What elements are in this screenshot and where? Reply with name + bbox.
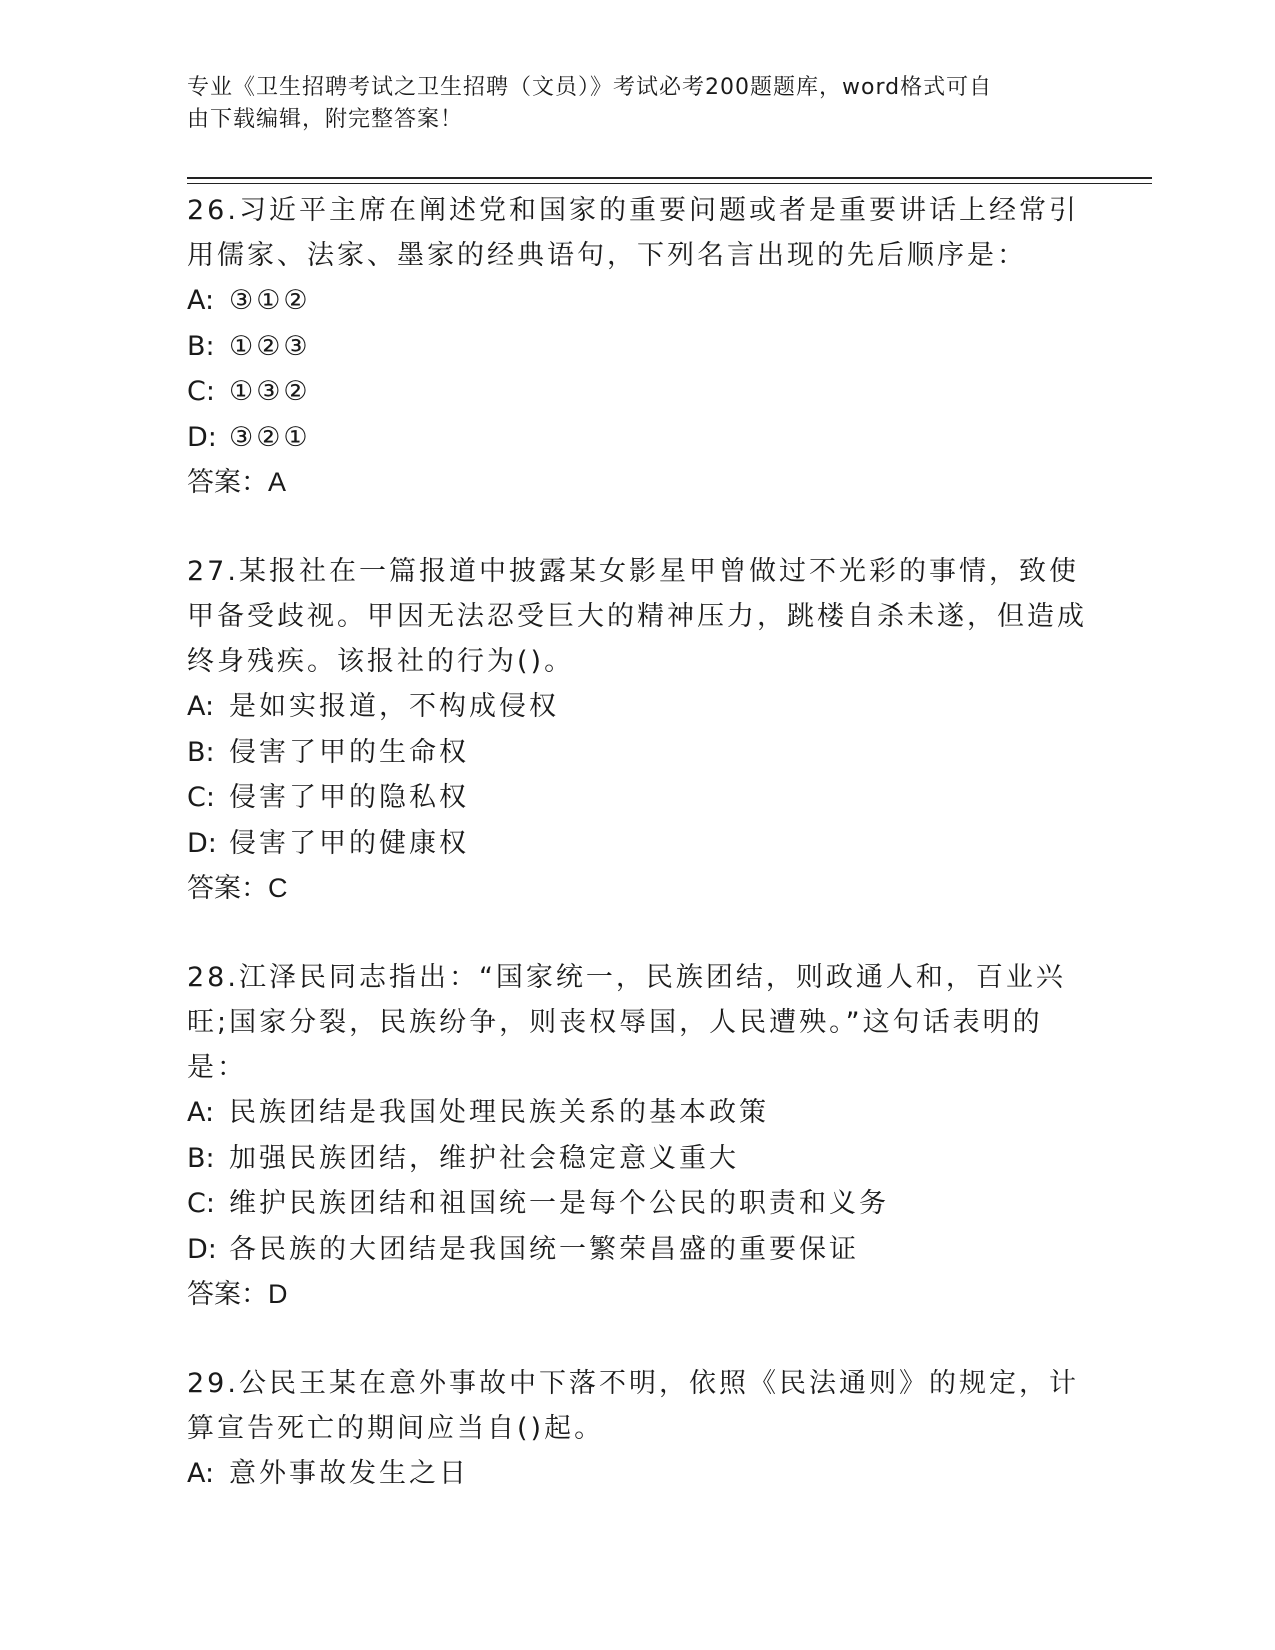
question-stem: 27.某报社在一篇报道中披露某女影星甲曾做过不光彩的事情，致使甲备受歧视。甲因无法忍受巨大的精神压力，跳楼自杀未遂，但造成终身残疾。该报社的行为()。 bbox=[187, 556, 1087, 677]
option-text: 各民族的大团结是我国统一繁荣昌盛的重要保证 bbox=[229, 1233, 859, 1265]
option-text: ①②③ bbox=[229, 330, 311, 362]
question-list bbox=[187, 188, 1087, 1541]
option-text: ①③② bbox=[229, 376, 311, 407]
option-text: 侵害了甲的生命权 bbox=[229, 736, 469, 768]
header-line-1: 专业《卫生招聘考试之卫生招聘（文员）》考试必考200题题库，word格式可自 bbox=[187, 75, 993, 100]
answer-line: 答案：A bbox=[187, 467, 287, 497]
option-a bbox=[187, 278, 1087, 324]
header-divider-thin bbox=[187, 183, 1152, 184]
option-letter: A: bbox=[187, 691, 215, 722]
option-a bbox=[187, 1090, 1087, 1136]
option-letter: B: bbox=[187, 1142, 215, 1174]
option-letter: A: bbox=[187, 1458, 215, 1489]
option-text: 是如实报道，不构成侵权 bbox=[229, 691, 559, 722]
option-letter: C: bbox=[187, 782, 215, 813]
option-text: 维护民族团结和祖国统一是每个公民的职责和义务 bbox=[229, 1188, 889, 1219]
option-letter: A: bbox=[187, 1097, 215, 1128]
option-b bbox=[187, 324, 1087, 370]
question-29 bbox=[187, 1361, 1087, 1497]
document-header bbox=[187, 72, 1067, 136]
option-a bbox=[187, 684, 1087, 730]
header-line-2: 由下载编辑，附完整答案！ bbox=[187, 107, 464, 132]
answer-line: 答案：D bbox=[187, 1279, 288, 1309]
question-28 bbox=[187, 955, 1087, 1317]
option-letter: D: bbox=[187, 1233, 217, 1265]
option-text: 侵害了甲的隐私权 bbox=[229, 782, 469, 813]
option-letter: B: bbox=[187, 330, 215, 362]
question-stem: 29.公民王某在意外事故中下落不明，依照《民法通则》的规定，计算宣告死亡的期间应当自()起。 bbox=[187, 1368, 1079, 1444]
option-c bbox=[187, 1181, 1087, 1227]
option-c bbox=[187, 775, 1087, 821]
option-d bbox=[187, 1227, 1087, 1273]
option-d bbox=[187, 415, 1087, 461]
option-text: ③①② bbox=[229, 285, 311, 316]
option-letter: C: bbox=[187, 1188, 215, 1219]
option-c bbox=[187, 369, 1087, 415]
option-text: 加强民族团结，维护社会稳定意义重大 bbox=[229, 1142, 739, 1174]
option-text: 民族团结是我国处理民族关系的基本政策 bbox=[229, 1097, 769, 1128]
option-text: ③②① bbox=[229, 421, 311, 453]
option-text: 意外事故发生之日 bbox=[229, 1458, 469, 1489]
question-stem: 26.习近平主席在阐述党和国家的重要问题或者是重要讲话上经常引用儒家、法家、墨家的经典语句，下列名言出现的先后顺序是： bbox=[187, 195, 1079, 271]
option-letter: A: bbox=[187, 285, 215, 316]
option-letter: C: bbox=[187, 376, 215, 407]
option-b bbox=[187, 1136, 1087, 1182]
option-letter: B: bbox=[187, 736, 215, 768]
option-b bbox=[187, 730, 1087, 776]
option-d bbox=[187, 821, 1087, 867]
answer-line: 答案：C bbox=[187, 873, 288, 903]
question-27 bbox=[187, 549, 1087, 911]
header-divider-thick bbox=[187, 177, 1152, 179]
option-letter: D: bbox=[187, 827, 217, 859]
option-a bbox=[187, 1451, 1087, 1497]
option-text: 侵害了甲的健康权 bbox=[229, 827, 469, 859]
question-stem: 28.江泽民同志指出：“国家统一，民族团结，则政通人和，百业兴旺;国家分裂，民族纷争，则丧权辱国，人民遭殃。”这句话表明的是： bbox=[187, 962, 1066, 1083]
option-letter: D: bbox=[187, 421, 217, 453]
question-26 bbox=[187, 188, 1087, 505]
